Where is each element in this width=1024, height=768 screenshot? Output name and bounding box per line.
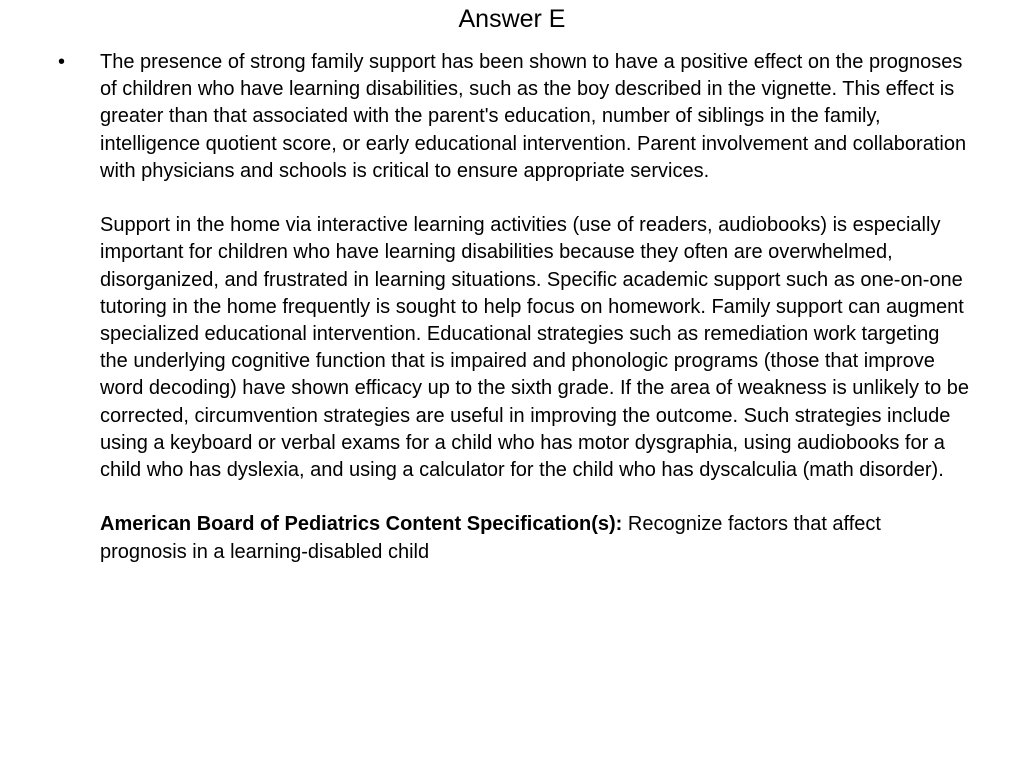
- paragraph-family-support: The presence of strong family support has been shown to have a positive effect on the prognoses of children who have learning disabilities, such as the boy described in the vignette. This effect is greater than that associated with the parent's education, number of siblings in the family, intelligence quotient score, or early educational intervention. Parent involvement and collaboration with physicians and schools is critical to ensure appropriate services.: [100, 51, 967, 182]
- content-specification-label: American Board of Pediatrics Content Specification(s):: [100, 513, 623, 536]
- slide-title: Answer E: [458, 5, 566, 33]
- content-specification-text: Recognize factors that affect prognosis in a learning-disabled child: [100, 513, 881, 563]
- bullet-content: [100, 49, 970, 566]
- bullet-marker: •: [58, 51, 66, 73]
- paragraph-home-support: Support in the home via interactive learning activities (use of readers, audiobooks) is especially important for children who have learning disabilities because they often are overwhelmed, disorganized, and frustrated in learning situations. Specific academic support such as one-on-one tutoring in the home frequently is sought to help focus on homework. Family support can augment specialized educational intervention. Educational strategies such as remediation work targeting the underlying cognitive function that is impaired and phonologic programs (those that improve word decoding) have shown efficacy up to the sixth grade. If the area of weakness is unlikely to be corrected, circumvention strategies are useful in improving the outcome. Such strategies include using a keyboard or verbal exams for a child who has motor dysgraphia, using audiobooks for a child who has dyslexia, and using a calculator for the child who has dyscalculia (math disorder).: [100, 214, 970, 482]
- content-specification: [100, 511, 970, 565]
